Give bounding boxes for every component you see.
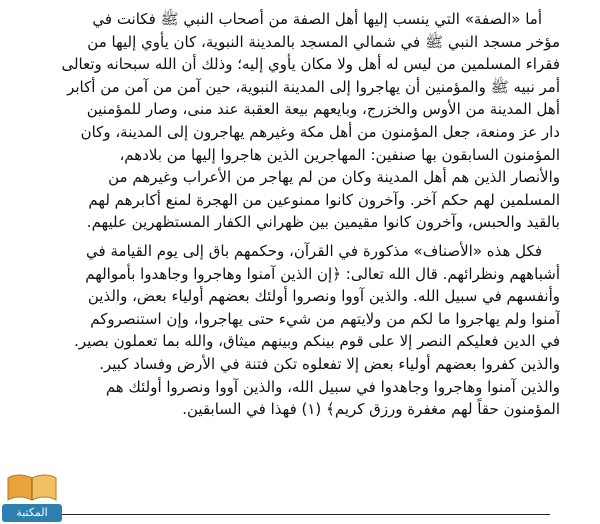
body-text [36,8,560,421]
text-line: أمر نبيه ﷺ والمؤمنين أن يهاجروا إلى المدينة النبوية، حين آمن من آمن من أكابر [67,77,560,96]
text-line: المؤمنون حقاً لهم مغفرة ورزق كريم﴾ (١) فهذا في السابقين. [182,400,560,419]
book-icon [2,470,62,506]
text-line: أما «الصفة» التي ينسب إليها أهل الصفة من أصحاب النبي ﷺ فكانت في [92,10,542,28]
text-line: والذين كفروا بعضهم أولياء بعض إلا تفعلوه تكن فتنة في الأرض وفساد كبير. [99,354,560,373]
text-line: والأنصار الذين هم أهل المدينة وكان من لم يهاجر من الأعراب وغيرهم من [108,168,560,187]
logo-label: المكتبة [2,504,62,522]
footer-divider [50,514,550,515]
paragraph-2 [36,240,560,421]
text-line: فقراء المسلمين من ليس له أهل ولا مكان يأوي إليه؛ وذلك أن الله سبحانه وتعالى [61,55,560,74]
text-line: آمنوا ولم يهاجروا ما لكم من ولايتهم من شيء حتى يهاجروا، وإن استنصروكم [90,309,560,328]
text-line: دار عز ومنعة، جعل المؤمنون من أهل مكة وغيرهم يهاجرون إلى المدينة، وكان [80,122,560,141]
text-line: وأنفسهم في سبيل الله. والذين آووا ونصروا أولئك بعضهم أولياء بعض، والذين [87,287,560,306]
library-logo [2,470,62,524]
paragraph-1 [36,8,560,234]
text-line: فكل هذه «الأصناف» مذكورة في القرآن، وحكمهم باق إلى يوم القيامة في [86,241,542,260]
text-line: المؤمنون السابقون بها صنفين: المهاجرين الذين هاجروا إليها من بلادهم، [119,145,560,164]
text-line: أشباههم ونظرائهم. قال الله تعالى: ﴿إن الذين آمنوا وهاجروا وجاهدوا بأموالهم [85,264,560,283]
text-line: بالقيد والحبس، وآخرون كانوا مقيمين بين ظهراني الكفار المستظهرين عليهم. [86,213,560,232]
text-line: أهل المدينة من الأوس والخزرج، وبايعهم بيعة العقبة عند منى، وصار للمؤمنين [86,100,560,119]
text-line: المسلمين لهم حكم آخر. وآخرون كانوا ممنوعين من الهجرة لمنع أكابرهم لهم [88,190,560,209]
text-line: مؤخر مسجد النبي ﷺ في شمالي المسجد بالمدينة النبوية، كان يأوي إليها من [87,32,560,51]
text-line: في الدين فعليكم النصر إلا على قوم بينكم وبينهم ميثاق، والله بما تعملون بصير. [74,332,560,351]
text-line: والذين آمنوا وهاجروا وجاهدوا في سبيل الله، والذين آووا ونصروا أولئك هم [105,377,560,396]
